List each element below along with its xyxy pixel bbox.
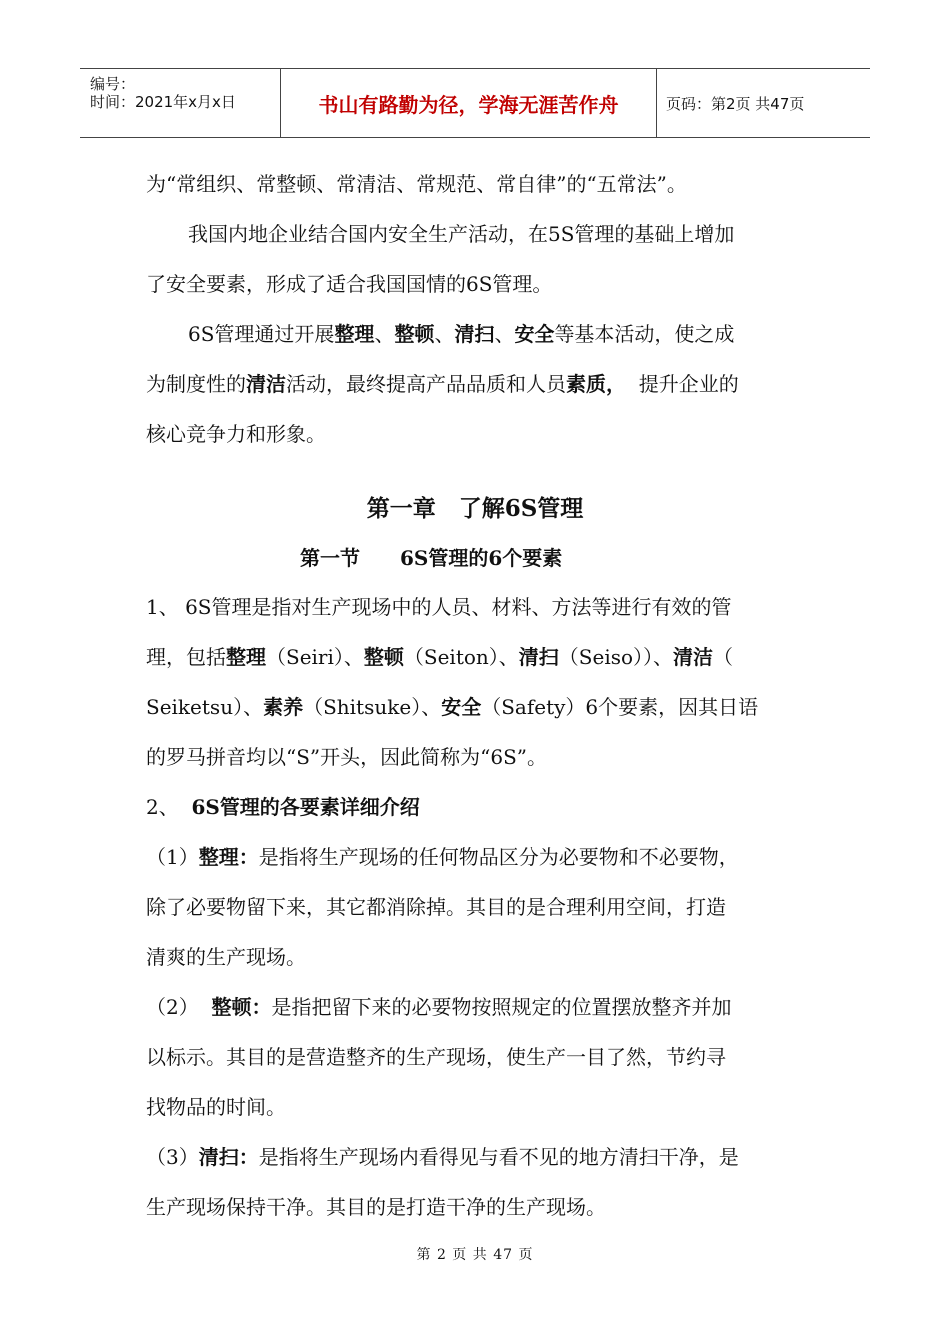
term-safety: 安全 — [514, 322, 555, 346]
text: 、 — [494, 322, 515, 346]
text: （Seiso））、 — [558, 645, 674, 669]
paragraph-6s-origin-line1: 我国内地企业结合国内安全生产活动，在5S管理的基础上增加 — [188, 222, 735, 246]
term-seiketsu: 清洁 — [673, 645, 714, 669]
term-quality: 素质， — [566, 372, 626, 396]
item1-line3 — [146, 682, 811, 732]
date-label: 时间：2021年x月x日 — [90, 93, 236, 111]
item2-number: 2、 — [146, 795, 192, 819]
term-seiso: 清扫 — [454, 322, 495, 346]
item2-heading — [146, 782, 811, 832]
term-seiso: 清扫 — [518, 645, 559, 669]
text: （Safety）6个要素，因其日语 — [481, 695, 759, 719]
term-seiton: 整顿 — [394, 322, 435, 346]
sub2-line2: 以标示。其目的是营造整齐的生产现场，使生产一目了然，节约寻 — [146, 1045, 726, 1069]
term-seiketsu: 清洁 — [246, 372, 286, 396]
sub2-term: 整顿： — [211, 995, 272, 1019]
text: 等基本活动，使之成 — [554, 322, 735, 346]
text: （ — [713, 645, 734, 669]
sub1-line1 — [146, 832, 811, 882]
text: （Shitsuke）、 — [303, 695, 442, 719]
header-meta-cell — [80, 69, 280, 137]
text: Seiketsu）、 — [146, 695, 264, 719]
sub1-term: 整理： — [198, 845, 259, 869]
sub1-line2: 除了必要物留下来，其它都消除掉。其目的是合理利用空间，打造 — [146, 895, 726, 919]
page-header — [80, 68, 870, 138]
text: 、 — [434, 322, 455, 346]
text: 是指将生产现场内看得见与看不见的地方清扫干净，是 — [258, 1145, 739, 1169]
text: 是指将生产现场的任何物品区分为必要物和不必要物， — [258, 845, 739, 869]
item1-line4: 的罗马拼音均以“S”开头，因此简称为“6S”。 — [146, 745, 548, 769]
term-seiri: 整理 — [226, 645, 266, 669]
paragraph-five-constant: 为“常组织、常整顿、常清洁、常规范、常自律”的“五常法”。 — [146, 172, 687, 196]
paragraph-6s-activities-line3: 核心竞争力和形象。 — [146, 422, 326, 446]
item1-line2 — [146, 632, 811, 682]
sub1-number: （1） — [146, 845, 199, 869]
sub2-line1 — [146, 982, 811, 1032]
sub2-number: （2） — [146, 995, 212, 1019]
item2-title: 6S管理的各要素详细介绍 — [191, 795, 420, 819]
chapter-title: 第一章 了解6S管理 — [366, 495, 584, 522]
text: 活动，最终提高产品品质和人员 — [286, 372, 566, 396]
header-page-info: 页码：第2页 共47页 — [666, 94, 805, 113]
text: （Seiton）、 — [403, 645, 519, 669]
paragraph-6s-activities-line2 — [146, 359, 811, 409]
text: （Seiri）、 — [266, 645, 364, 669]
section-title: 第一节 6S管理的6个要素 — [300, 546, 563, 570]
text: 理，包括 — [146, 645, 226, 669]
paragraph-6s-origin-line2: 了安全要素，形成了适合我国国情的6S管理。 — [146, 272, 553, 296]
text: 提升企业的 — [626, 372, 739, 396]
sub3-term: 清扫： — [198, 1145, 259, 1169]
text: 、 — [374, 322, 395, 346]
sub1-line3: 清爽的生产现场。 — [146, 945, 306, 969]
term-seiri: 整理 — [334, 322, 375, 346]
text: 为制度性的 — [146, 372, 246, 396]
page-footer: 第 2 页 共 47 页 — [416, 1247, 534, 1263]
term-seiton: 整顿 — [363, 645, 404, 669]
sub2-line3: 找物品的时间。 — [146, 1095, 286, 1119]
text: 6S管理通过开展 — [188, 322, 335, 346]
item1-line1: 1、 6S管理是指对生产现场中的人员、材料、方法等进行有效的管 — [146, 595, 732, 619]
term-shitsuke: 素养 — [263, 695, 304, 719]
sub3-line2: 生产现场保持干净。其目的是打造干净的生产现场。 — [146, 1195, 606, 1219]
text: 是指把留下来的必要物按照规定的位置摆放整齐并加 — [271, 995, 732, 1019]
term-safety: 安全 — [441, 695, 482, 719]
header-motto: 书山有路勤为径，学海无涯苦作舟 — [280, 69, 657, 137]
sub3-line1 — [146, 1132, 811, 1182]
paragraph-6s-activities-line1 — [146, 309, 811, 359]
sub3-number: （3） — [146, 1145, 199, 1169]
number-label: 编号： — [90, 75, 136, 93]
